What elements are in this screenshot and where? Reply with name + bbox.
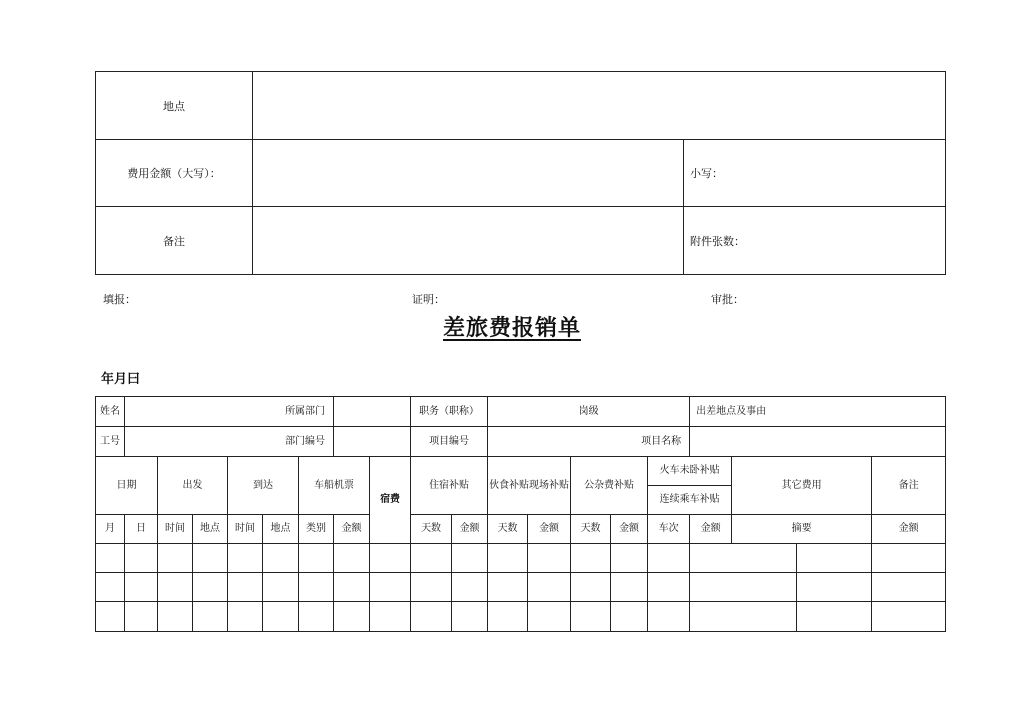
misc-days-header: 天数 bbox=[571, 515, 611, 544]
grade-label: 岗级 bbox=[488, 397, 690, 427]
project-no-label: 项目编号 bbox=[411, 427, 488, 457]
employee-no-label: 工号 bbox=[96, 427, 125, 457]
train-no-header: 车次 bbox=[648, 515, 690, 544]
month-header: 月 bbox=[96, 515, 125, 544]
train-amount-header: 金额 bbox=[690, 515, 732, 544]
ticket-category-header: 类别 bbox=[299, 515, 334, 544]
attachment-count-cell[interactable] bbox=[684, 207, 946, 275]
other-amount-header: 金额 bbox=[872, 515, 946, 544]
amount-figures-label: 小写： bbox=[690, 167, 723, 180]
other-expense-header: 其它费用 bbox=[732, 457, 872, 515]
amount-words-field[interactable] bbox=[253, 140, 684, 207]
amount-figures-cell[interactable] bbox=[684, 140, 946, 207]
remark-label: 备注 bbox=[96, 207, 253, 275]
page-title bbox=[0, 311, 1024, 342]
depart-header: 出发 bbox=[158, 457, 228, 515]
approved-by-label: 审批： bbox=[711, 293, 744, 306]
position-label: 职务（职称） bbox=[411, 397, 488, 427]
sleeper-allowance-header: 火车未卧补贴 bbox=[648, 457, 732, 486]
amount-words-label: 费用金额（大写）： bbox=[96, 140, 253, 207]
arrive-header: 到达 bbox=[228, 457, 299, 515]
dept-no-label: 部门编号 bbox=[125, 427, 334, 457]
stay-days-header: 天数 bbox=[411, 515, 452, 544]
project-name-field[interactable] bbox=[690, 427, 946, 457]
summary-table bbox=[95, 71, 946, 275]
meal-allowance-header: 伙食补贴现场补贴 bbox=[488, 457, 571, 515]
remark-header: 备注 bbox=[872, 457, 946, 515]
day-header: 日 bbox=[125, 515, 158, 544]
meal-days-header: 天数 bbox=[488, 515, 528, 544]
arrive-time-header: 时间 bbox=[228, 515, 263, 544]
title-text: 差旅费报销单 bbox=[442, 316, 581, 341]
certified-by-label: 证明： bbox=[412, 293, 445, 306]
name-label: 姓名 bbox=[96, 397, 125, 427]
depart-time-header: 时间 bbox=[158, 515, 193, 544]
location-field[interactable] bbox=[253, 72, 946, 140]
table-row bbox=[96, 602, 946, 632]
attachment-count-label: 附件张数： bbox=[690, 234, 745, 248]
ticket-header: 车船机票 bbox=[299, 457, 370, 515]
arrive-place-header: 地点 bbox=[263, 515, 299, 544]
meal-amount-header: 金额 bbox=[528, 515, 571, 544]
trip-label: 出差地点及事由 bbox=[690, 397, 946, 427]
stay-allowance-header: 住宿补贴 bbox=[411, 457, 488, 515]
project-name-label: 项目名称 bbox=[488, 427, 690, 457]
continuous-allowance-header: 连续乘车补贴 bbox=[648, 486, 732, 515]
remark-field[interactable] bbox=[253, 207, 684, 275]
stay-amount-header: 金额 bbox=[452, 515, 488, 544]
summary-header: 摘要 bbox=[732, 515, 872, 544]
date-line: 年月曰 bbox=[101, 372, 141, 387]
depart-place-header: 地点 bbox=[193, 515, 228, 544]
location-label: 地点 bbox=[96, 72, 253, 140]
ticket-amount-header: 金额 bbox=[334, 515, 370, 544]
dept-field[interactable] bbox=[334, 397, 411, 427]
date-header: 日期 bbox=[96, 457, 158, 515]
table-row bbox=[96, 544, 946, 573]
dept-label: 所属部门 bbox=[125, 397, 334, 427]
lodging-header: 宿费 bbox=[370, 457, 411, 544]
table-row bbox=[96, 573, 946, 602]
dept-no-field[interactable] bbox=[334, 427, 411, 457]
misc-amount-header: 金额 bbox=[611, 515, 648, 544]
misc-allowance-header: 公杂费补贴 bbox=[571, 457, 648, 515]
filled-by-label: 填报： bbox=[103, 293, 136, 306]
expense-form-table bbox=[95, 396, 946, 632]
